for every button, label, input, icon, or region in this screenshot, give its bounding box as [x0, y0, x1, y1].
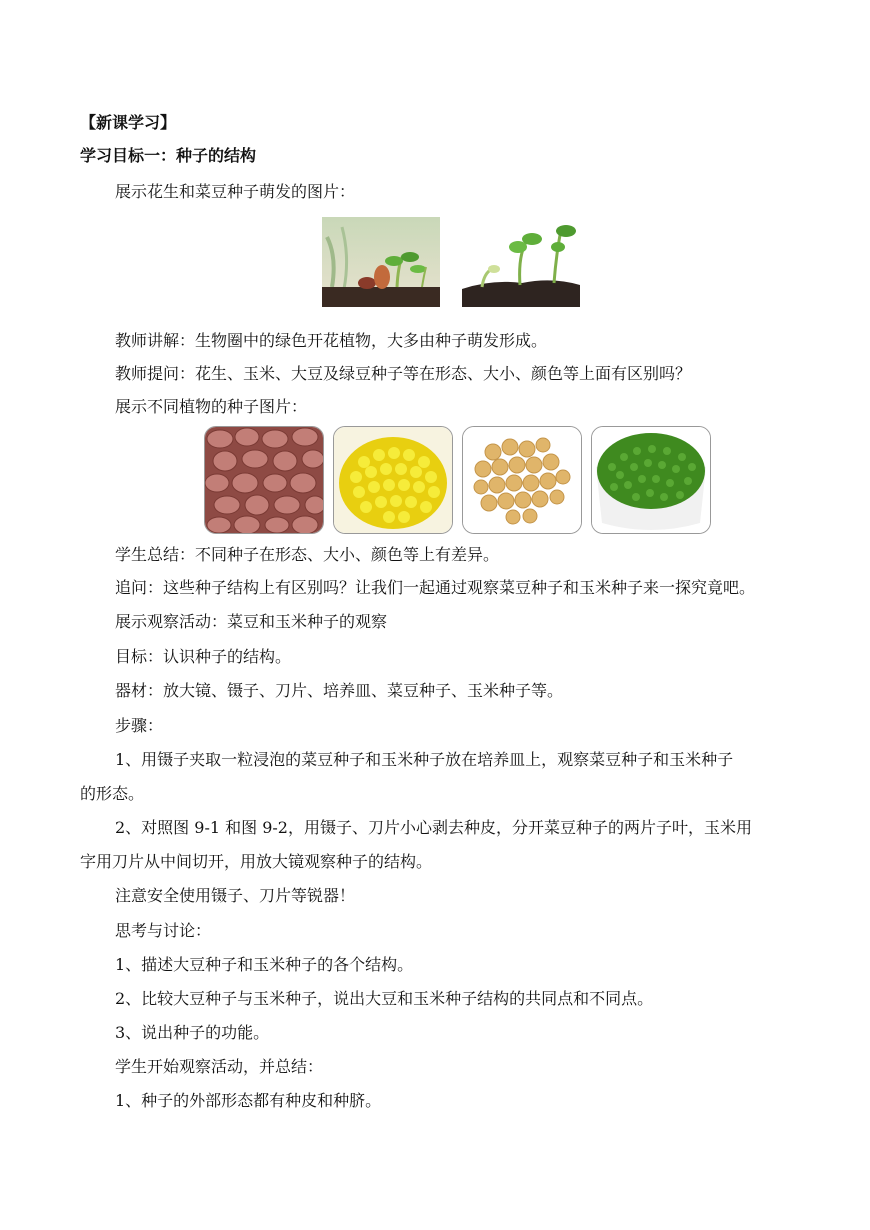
objective-title: 学习目标一：种子的结构	[80, 146, 257, 165]
paragraph: 展示不同植物的种子图片：	[115, 397, 308, 416]
paragraph: 步骤：	[115, 716, 164, 735]
paragraph: 追问：这些种子结构上有区别吗？让我们一起通过观察菜豆种子和玉米种子来一探究竟吧。	[115, 578, 756, 597]
paragraph: 目标：认识种子的结构。	[115, 647, 292, 666]
paragraph: 的形态。	[80, 784, 145, 803]
germination-images	[322, 217, 580, 307]
paragraph: 器材：放大镜、镊子、刀片、培养皿、菜豆种子、玉米种子等。	[115, 681, 564, 700]
paragraph: 教师讲解：生物圈中的绿色开花植物，大多由种子萌发形成。	[115, 331, 548, 350]
corn-kernels-image	[333, 426, 453, 534]
paragraph: 2、对照图 9-1 和图 9-2，用镊子、刀片小心剥去种皮，分开菜豆种子的两片子叶，玉米用	[115, 818, 752, 837]
soybean-seeds-image	[462, 426, 582, 534]
section-heading: 【新课学习】	[80, 113, 177, 132]
paragraph: 2、比较大豆种子与玉米种子，说出大豆和玉米种子结构的共同点和不同点。	[115, 989, 654, 1008]
paragraph: 展示观察活动：菜豆和玉米种子的观察	[115, 612, 388, 631]
peanut-seeds-image	[204, 426, 324, 534]
mung-bean-seeds-image	[591, 426, 711, 534]
paragraph: 1、种子的外部形态都有种皮和种脐。	[115, 1091, 382, 1110]
seed-images	[204, 426, 711, 534]
paragraph: 教师提问：花生、玉米、大豆及绿豆种子等在形态、大小、颜色等上面有区别吗？	[115, 364, 692, 383]
paragraph: 1、用镊子夹取一粒浸泡的菜豆种子和玉米种子放在培养皿上，观察菜豆种子和玉米种子	[115, 750, 734, 769]
bean-germination-image	[462, 217, 580, 307]
paragraph: 思考与讨论：	[115, 921, 212, 940]
paragraph: 3、说出种子的功能。	[115, 1023, 270, 1042]
paragraph: 字用刀片从中间切开，用放大镜观察种子的结构。	[80, 852, 433, 871]
paragraph: 学生总结：不同种子在形态、大小、颜色等上有差异。	[115, 545, 500, 564]
peanut-germination-image	[322, 217, 440, 307]
paragraph: 展示花生和菜豆种子萌发的图片：	[115, 182, 356, 201]
paragraph: 1、描述大豆种子和玉米种子的各个结构。	[115, 955, 414, 974]
paragraph: 学生开始观察活动，并总结：	[115, 1057, 324, 1076]
paragraph: 注意安全使用镊子、刀片等锐器！	[115, 886, 356, 905]
